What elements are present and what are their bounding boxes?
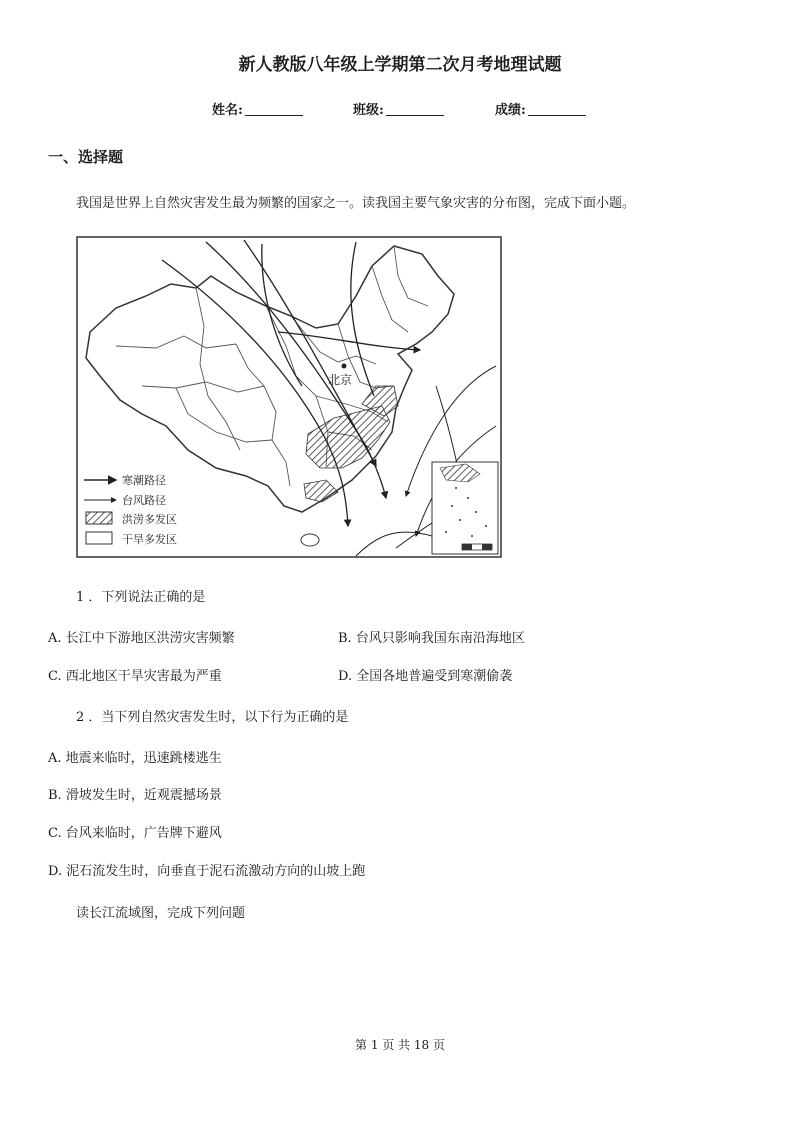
score-field[interactable]: [495, 99, 586, 118]
south-china-sea-inset: [432, 462, 498, 554]
legend-drought: 干旱多发区: [122, 533, 177, 546]
next-intro: 读长江流域图，完成下列问题: [76, 906, 246, 921]
q2-option-b[interactable]: B. 滑坡发生时，近观震撼场景: [48, 788, 222, 803]
legend-cold-wave: 寒潮路径: [122, 474, 166, 487]
legend-flood: 洪涝多发区: [122, 513, 177, 526]
section-heading: 一、选择题: [48, 148, 124, 166]
score-blank[interactable]: [528, 101, 586, 116]
name-field[interactable]: [212, 99, 303, 118]
class-field[interactable]: [353, 99, 444, 118]
class-blank[interactable]: [386, 101, 444, 116]
q1-option-d[interactable]: D. 全国各地普遍受到寒潮偷袭: [338, 669, 513, 684]
page-title: 新人教版八年级上学期第二次月考地理试题: [238, 55, 562, 75]
q1-option-a[interactable]: A. 长江中下游地区洪涝灾害频繁: [48, 631, 235, 646]
name-label: 姓名:: [212, 103, 243, 118]
beijing-dot: [342, 364, 347, 369]
q1-option-c[interactable]: C. 西北地区干旱灾害最为严重: [48, 669, 222, 684]
legend-flood-symbol: [86, 512, 112, 524]
legend-typhoon: 台风路径: [122, 494, 166, 507]
q2-option-c[interactable]: C. 台风来临时，广告牌下避风: [48, 826, 222, 841]
q1-option-b[interactable]: B. 台风只影响我国东南沿海地区: [338, 631, 525, 646]
class-label: 班级:: [353, 103, 384, 118]
legend-drought-symbol: [86, 532, 112, 544]
score-label: 成绩:: [495, 103, 526, 118]
question-1-stem: 1 ．下列说法正确的是: [76, 590, 206, 605]
question-2-stem: 2 ．当下列自然灾害发生时，以下行为正确的是: [76, 710, 349, 725]
china-disaster-map: [76, 236, 502, 558]
name-blank[interactable]: [245, 101, 303, 116]
hainan-island: [301, 534, 319, 546]
q2-option-a[interactable]: A. 地震来临时，迅速跳楼逃生: [48, 751, 222, 766]
q2-option-d[interactable]: D. 泥石流发生时，向垂直于泥石流激动方向的山坡上跑: [48, 864, 366, 879]
intro-paragraph: 我国是世界上自然灾害发生最为频繁的国家之一。读我国主要气象灾害的分布图，完成下面小题。: [76, 196, 636, 211]
map-label-beijing: 北京: [328, 373, 353, 387]
page-footer: 第 1 页 共 18 页: [355, 1038, 445, 1052]
